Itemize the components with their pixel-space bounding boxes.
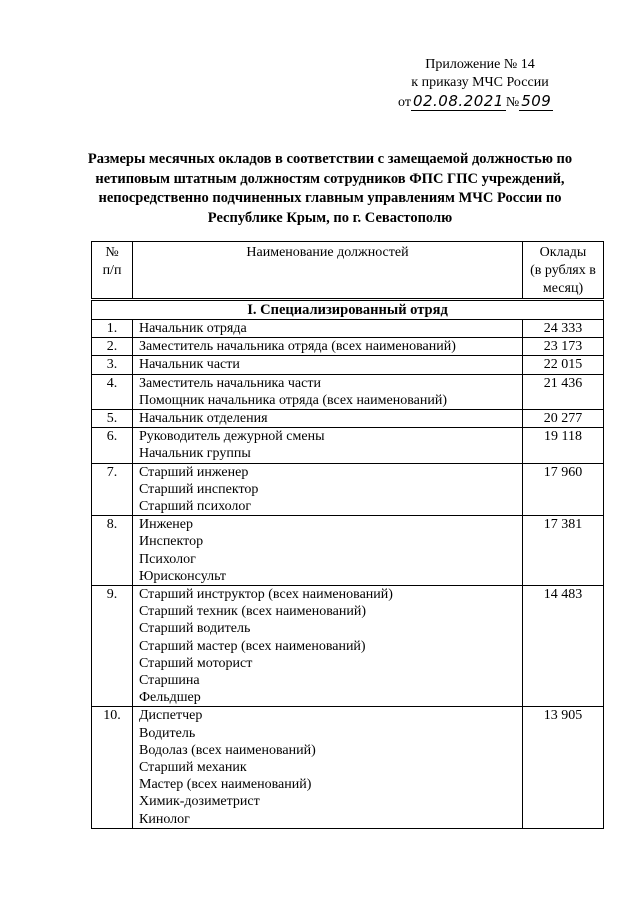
- position-names: [133, 320, 523, 338]
- table-row: [92, 707, 604, 828]
- position-name: Старший водитель: [139, 621, 251, 637]
- table-row: [92, 356, 604, 374]
- row-number: 7.: [92, 463, 133, 516]
- position-name: Старшина: [139, 673, 200, 689]
- title-line: Размеры месячных окладов в соответствии с замещаемой должностью по: [87, 151, 573, 167]
- position-name: Старший психолог: [139, 499, 252, 515]
- position-name: Старший мастер (всех наименований): [139, 638, 366, 654]
- position-name: Химик-дозиметрист: [139, 794, 260, 810]
- position-names: [133, 463, 523, 516]
- table-row: [92, 586, 604, 707]
- position-name: Мастер (всех наименований): [139, 777, 312, 793]
- position-name: Старший механик: [139, 760, 247, 776]
- header-salary: Оклады (в рублях в месяц): [523, 242, 604, 300]
- position-name: Помощник начальника отряда (всех наименований): [139, 392, 447, 408]
- position-name: Старший инспектор: [139, 481, 259, 497]
- title-line: Республике Крым, по г. Севастополю: [207, 209, 453, 226]
- header-position-name: Наименование должностей: [133, 242, 523, 300]
- section-row: [92, 300, 604, 320]
- position-name: Инспектор: [139, 534, 204, 550]
- salary-value: 13 905: [523, 707, 604, 828]
- position-name: Начальник отряда: [139, 321, 247, 336]
- position-names: [133, 410, 523, 428]
- position-names: [133, 374, 523, 409]
- table-row: [92, 516, 604, 586]
- position-name: Старший инструктор (всех наименований): [139, 587, 393, 603]
- salary-value: 19 118: [523, 428, 604, 463]
- position-name: Фельдшер: [139, 690, 201, 706]
- position-name: Водолаз (всех наименований): [139, 742, 316, 758]
- position-name: Психолог: [139, 551, 196, 567]
- salary-value: 24 333: [523, 320, 604, 338]
- table-header-row: [92, 242, 604, 300]
- number-sign: №: [505, 95, 520, 110]
- table-row: [92, 463, 604, 516]
- header-number: № п/п: [92, 242, 133, 300]
- position-name: Водитель: [139, 725, 196, 741]
- position-names: [133, 586, 523, 707]
- table-row: [92, 374, 604, 409]
- salary-value: 22 015: [523, 356, 604, 374]
- section-title: I. Специализированный отряд: [92, 300, 604, 320]
- position-name: Старший моторист: [139, 655, 253, 671]
- from-prefix: от: [398, 95, 411, 110]
- table-row: [92, 410, 604, 428]
- salary-value: 23 173: [523, 338, 604, 356]
- appendix-header: [380, 56, 580, 112]
- position-name: Начальник части: [139, 357, 240, 373]
- position-name: Юрисконсульт: [139, 568, 227, 584]
- title-line: непосредственно подчиненных главным управлениям МЧС России по: [98, 190, 562, 206]
- salary-table: [91, 241, 604, 829]
- row-number: 9.: [92, 586, 133, 707]
- appendix-number: Приложение № 14: [425, 57, 535, 72]
- salary-value: 17 960: [523, 463, 604, 516]
- salary-value: 17 381: [523, 516, 604, 586]
- position-names: [133, 356, 523, 374]
- row-number: 6.: [92, 428, 133, 463]
- position-name: Старший инженер: [139, 464, 249, 480]
- row-number: 4.: [92, 374, 133, 409]
- order-date-line: [380, 92, 580, 112]
- row-number: 1.: [92, 320, 133, 338]
- position-names: [133, 516, 523, 586]
- position-names: [133, 338, 523, 356]
- salary-value: 20 277: [523, 410, 604, 428]
- position-names: [133, 707, 523, 828]
- table-row: [92, 428, 604, 463]
- order-reference: к приказу МЧС России: [411, 75, 549, 90]
- row-number: 10.: [92, 707, 133, 828]
- position-name: Инженер: [139, 517, 194, 533]
- position-name: Диспетчер: [139, 708, 203, 724]
- table-row: [92, 338, 604, 356]
- salary-value: 14 483: [523, 586, 604, 707]
- position-name: Кинолог: [139, 811, 190, 827]
- document-title: [60, 150, 600, 228]
- handwritten-date: 02.08.2021: [412, 92, 504, 110]
- table-row: [92, 320, 604, 338]
- position-name: Руководитель дежурной смены: [139, 429, 325, 445]
- row-number: 5.: [92, 410, 133, 428]
- row-number: 2.: [92, 338, 133, 356]
- row-number: 8.: [92, 516, 133, 586]
- table-body: [92, 320, 604, 829]
- salary-value: 21 436: [523, 374, 604, 409]
- handwritten-number: 509: [521, 92, 552, 110]
- row-number: 3.: [92, 356, 133, 374]
- position-name: Начальник отделения: [139, 411, 268, 427]
- position-name: Заместитель начальника части: [139, 375, 321, 391]
- position-names: [133, 428, 523, 463]
- position-name: Начальник группы: [139, 446, 251, 462]
- title-line: нетиповым штатным должностям сотрудников ФПС ГПС учреждений,: [95, 170, 565, 187]
- position-name: Заместитель начальника отряда (всех наименований): [139, 339, 456, 355]
- position-name: Старший техник (всех наименований): [139, 604, 367, 620]
